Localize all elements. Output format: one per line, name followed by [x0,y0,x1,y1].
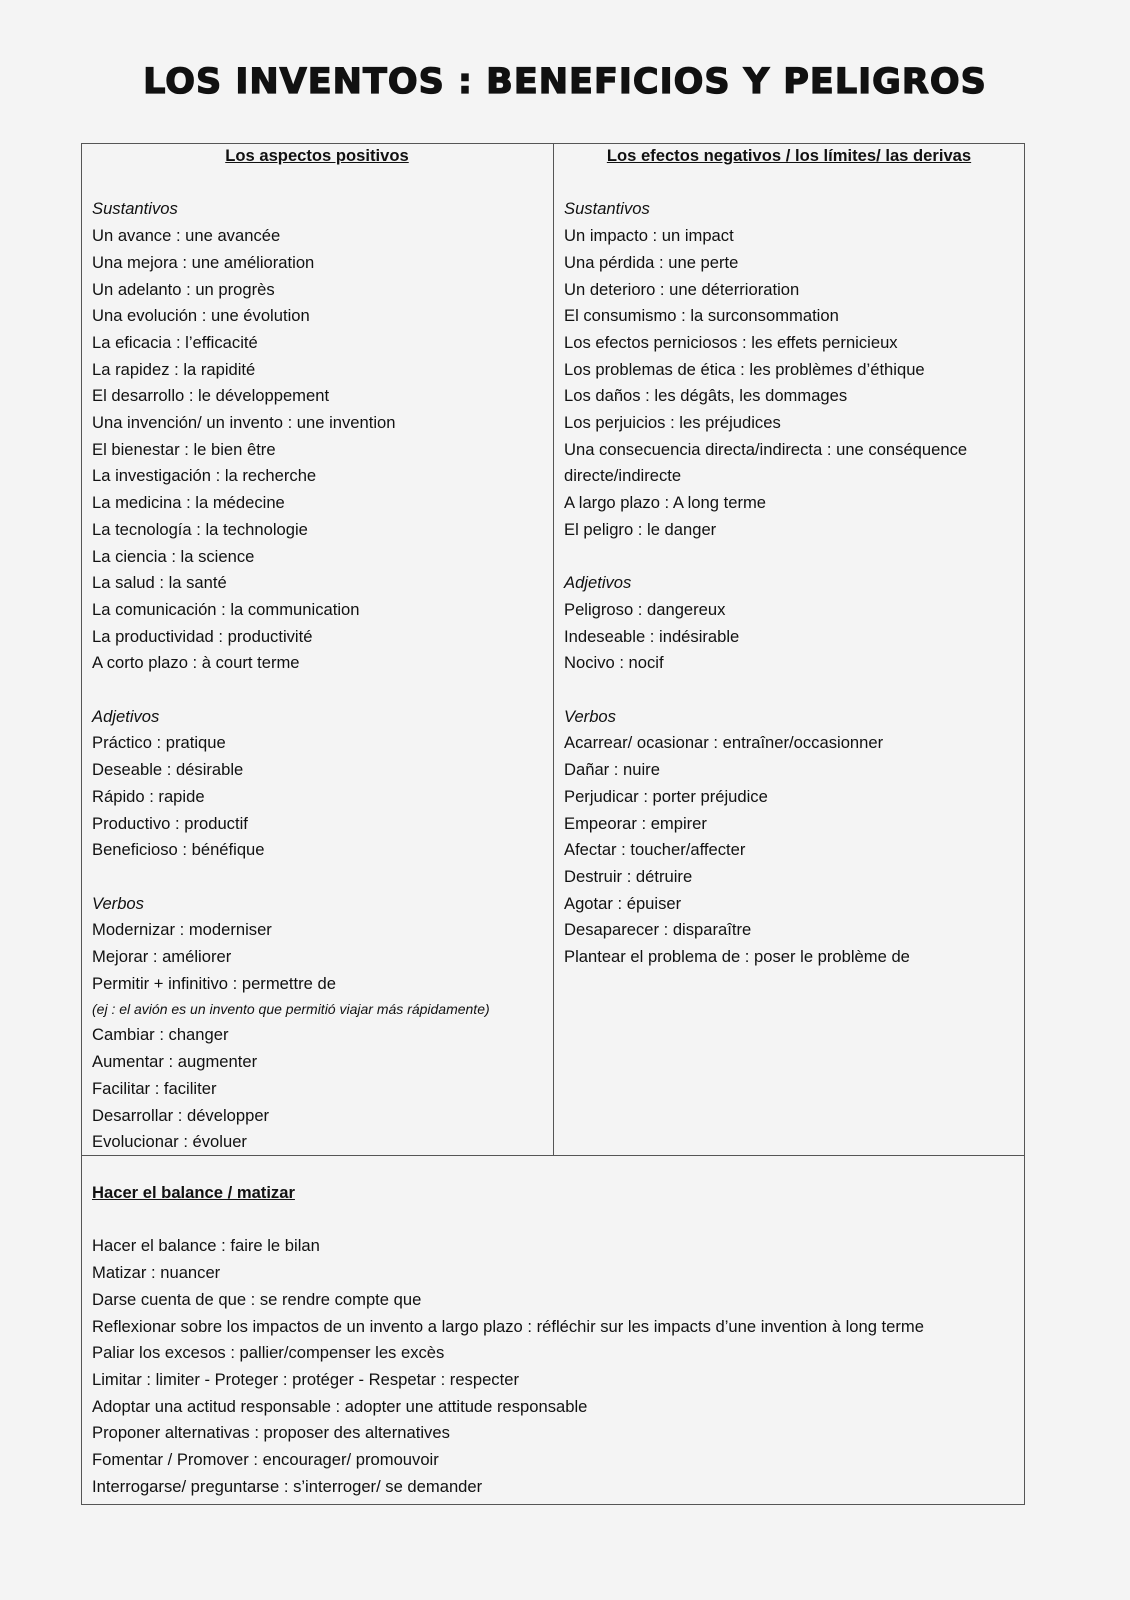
list-item: Matizar : nuancer [92,1263,221,1283]
list-item: Un adelanto : un progrès [92,279,275,299]
list-item: Acarrear/ ocasionar : entraîner/occasionner [564,733,884,753]
list-item: Plantear el problema de : poser le problème de [564,947,910,967]
list-item: Un impacto : un impact [564,226,734,246]
list-item: Modernizar : moderniser [92,920,272,940]
list-item: Aumentar : augmenter [92,1052,258,1072]
page-title: LOS INVENTOS : BENEFICIOS Y PELIGROS [143,62,987,102]
list-item: Fomentar / Promover : encourager/ promouvoir [92,1450,439,1470]
list-item: Productivo : productif [92,813,248,833]
list-item: Deseable : désirable [92,760,244,780]
list-item: Afectar : toucher/affecter [564,840,746,860]
list-item: Desarrollar : développer [92,1105,270,1125]
list-item: Una pérdida : une perte [564,252,739,272]
list-item: Un avance : une avancée [92,226,281,246]
list-item: Permitir + infinitivo : permettre de [92,973,336,993]
list-item: El peligro : le danger [564,519,717,539]
list-item: Indeseable : indésirable [564,626,740,646]
adjetivos-label: Adjetivos [92,706,160,726]
list-item: Práctico : pratique [92,733,226,753]
list-item-continued: directe/indirecte [564,466,682,486]
list-item: Los perjuicios : les préjudices [564,413,781,433]
list-item: Adoptar una actitud responsable : adopter une attitude responsable [92,1396,588,1416]
list-item: Los daños : les dégâts, les dommages [564,386,848,406]
adjetivos-label: Adjetivos [564,573,632,593]
list-item: Mejorar : améliorer [92,947,232,967]
list-item: La tecnología : la technologie [92,519,308,539]
list-item: Hacer el balance : faire le bilan [92,1236,320,1256]
list-item: Limitar : limiter - Proteger : protéger - Respetar : respecter [92,1369,519,1389]
balance-section [92,1180,1012,1500]
list-item: Una mejora : une amélioration [92,252,315,272]
verbos-label: Verbos [564,706,616,726]
list-item: Un deterioro : une déterrioration [564,279,800,299]
list-item: El desarrollo : le développement [92,386,330,406]
list-item: La salud : la santé [92,573,227,593]
list-item: A corto plazo : à court terme [92,653,300,673]
list-item: Reflexionar sobre los impactos de un invento a largo plazo : réfléchir sur les impacts d’une invention à long terme [92,1316,924,1336]
list-item: Rápido : rapide [92,786,205,806]
list-item: Los efectos perniciosos : les effets pernicieux [564,332,898,352]
list-item: Empeorar : empirer [564,813,707,833]
list-item: La ciencia : la science [92,546,255,566]
verbos-label: Verbos [92,893,144,913]
list-item: Paliar los excesos : pallier/compenser les excès [92,1343,445,1363]
list-item: Darse cuenta de que : se rendre compte que [92,1289,422,1309]
list-item: Perjudicar : porter préjudice [564,786,768,806]
list-item: Beneficioso : bénéfique [92,840,265,860]
positive-aspects-header: Los aspectos positivos [225,146,409,165]
list-item: Una invención/ un invento : une invention [92,413,396,433]
list-item: La rapidez : la rapidité [92,359,256,379]
list-item: A largo plazo : A long terme [564,493,767,513]
list-item: Evolucionar : évoluer [92,1132,247,1152]
list-item: Destruir : détruire [564,866,693,886]
sustantivos-label: Sustantivos [564,199,650,219]
list-item: Desaparecer : disparaître [564,920,752,940]
list-item: Facilitar : faciliter [92,1078,217,1098]
list-item: El consumismo : la surconsommation [564,306,839,326]
list-item: La investigación : la recherche [92,466,317,486]
list-item: La eficacia : l’efficacité [92,332,258,352]
list-item: Los problemas de ética : les problèmes d’éthique [564,359,925,379]
sustantivos-label: Sustantivos [92,199,178,219]
list-item: Una consecuencia directa/indirecta : une conséquence [564,439,968,459]
column-divider [553,143,554,1156]
list-item: Una evolución : une évolution [92,306,310,326]
list-item: Agotar : épuiser [564,893,682,913]
balance-header: Hacer el balance / matizar [92,1183,295,1202]
example-sentence: (ej : el avión es un invento que permitió viajar más rápidamente) [92,1001,490,1018]
list-item: Nocivo : nocif [564,653,664,673]
list-item: La comunicación : la communication [92,599,360,619]
negative-effects-header: Los efectos negativos / los límites/ las derivas [606,146,972,165]
list-item: Peligroso : dangereux [564,599,726,619]
positive-aspects-column [92,143,542,1156]
list-item: Interrogarse/ preguntarse : s’interroger/ se demander [92,1476,483,1496]
list-item: Cambiar : changer [92,1025,229,1045]
list-item: La medicina : la médecine [92,493,285,513]
list-item: Proponer alternativas : proposer des alternatives [92,1423,450,1443]
list-item: El bienestar : le bien être [92,439,276,459]
list-item: La productividad : productivité [92,626,313,646]
negative-effects-column [564,143,1014,971]
list-item: Dañar : nuire [564,760,660,780]
